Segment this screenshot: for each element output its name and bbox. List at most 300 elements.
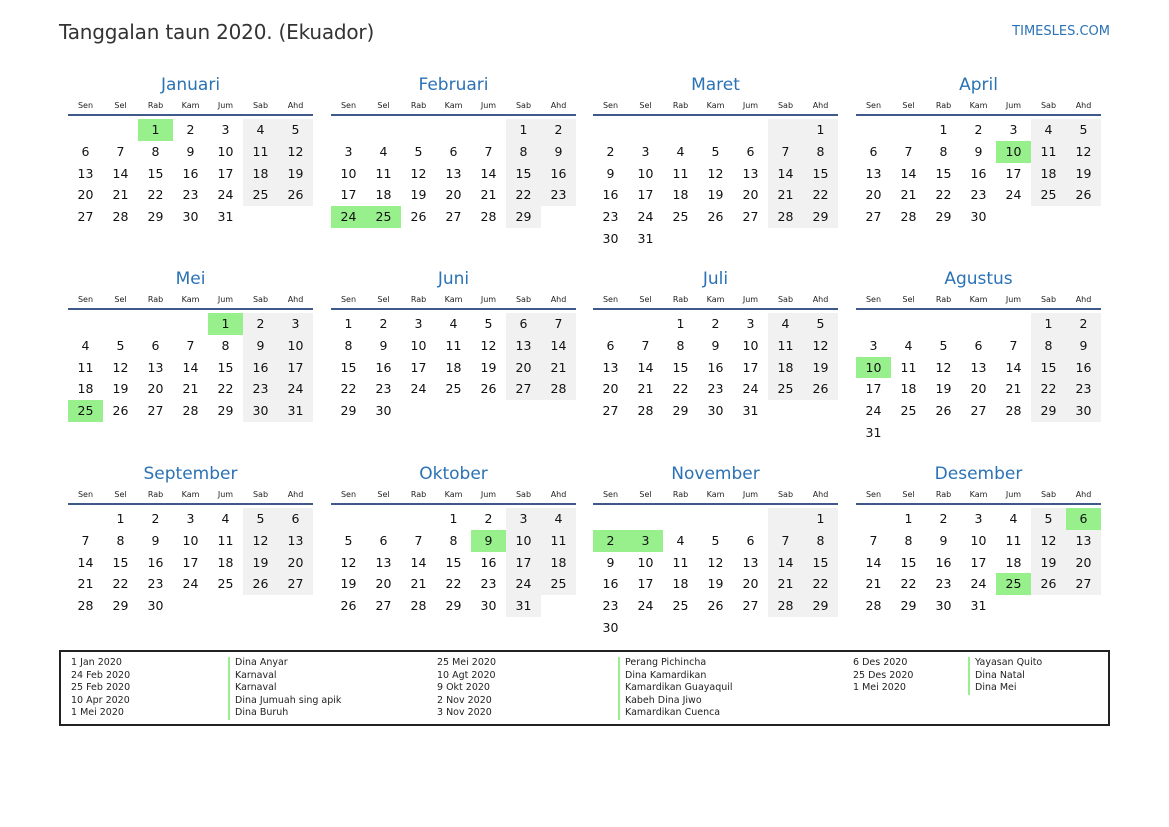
day-cell: 29 — [340, 403, 357, 419]
day-cell: 20 — [865, 187, 882, 203]
day-cell: 20 — [506, 357, 541, 379]
day-cell: 8 — [904, 532, 913, 548]
day-cell: 23 — [1066, 378, 1101, 400]
day-cell: 15 — [803, 552, 838, 574]
day-cell: 8 — [939, 143, 948, 159]
day-cell: 10 — [970, 532, 987, 548]
day-cell: 17 — [340, 187, 357, 203]
day-cell: 21 — [182, 381, 199, 397]
weekday-label: Sab — [777, 295, 794, 304]
day-cell: 12 — [278, 141, 313, 163]
holiday-day-cell: 10 — [996, 141, 1031, 163]
weekday-label: Rab — [147, 101, 164, 110]
month-name: September — [143, 464, 238, 484]
empty-cell — [698, 119, 733, 141]
day-cell: 29 — [935, 209, 952, 225]
empty-cell — [138, 313, 173, 335]
day-cell: 14 — [112, 165, 129, 181]
empty-cell — [663, 508, 698, 530]
month-november — [593, 462, 838, 639]
day-cell: 23 — [541, 184, 576, 206]
day-grid — [593, 508, 838, 639]
day-cell: 16 — [602, 187, 619, 203]
empty-cell — [68, 119, 103, 141]
empty-cell — [471, 119, 506, 141]
weekday-label: Sab — [1040, 101, 1057, 110]
day-cell: 4 — [676, 143, 685, 159]
day-cell: 12 — [935, 359, 952, 375]
day-cell: 2 — [151, 511, 160, 526]
day-cell: 23 — [147, 576, 164, 592]
day-cell: 10 — [637, 165, 654, 181]
holiday-day-cell: 2 — [593, 530, 628, 552]
day-cell: 13 — [742, 554, 759, 570]
legend-line: 25 Feb 2020 — [71, 682, 131, 694]
day-cell: 7 — [541, 313, 576, 335]
day-cell: 9 — [711, 337, 720, 353]
holiday-day-cell: 1 — [208, 313, 243, 335]
day-cell: 3 — [278, 313, 313, 335]
day-cell: 6 — [746, 532, 755, 548]
day-cell: 28 — [480, 209, 497, 225]
day-cell: 19 — [707, 187, 724, 203]
weekday-header — [593, 488, 838, 505]
day-cell: 30 — [480, 598, 497, 614]
legend-line: Dina Jumuah sing apik — [235, 694, 342, 706]
day-cell: 11 — [541, 530, 576, 552]
weekday-label: Ahd — [1075, 490, 1092, 499]
day-cell: 30 — [375, 403, 392, 419]
day-cell: 18 — [375, 187, 392, 203]
weekday-label: Kam — [181, 490, 200, 499]
day-cell: 18 — [1005, 554, 1022, 570]
day-cell: 8 — [449, 532, 458, 548]
empty-cell — [366, 508, 401, 530]
holiday-day-cell: 10 — [856, 357, 891, 379]
weekday-label: Rab — [410, 101, 427, 110]
day-cell: 10 — [217, 143, 234, 159]
day-cell: 2 — [243, 313, 278, 335]
month-februari — [331, 73, 576, 228]
month-desember — [856, 462, 1101, 617]
day-cell: 15 — [112, 554, 129, 570]
empty-cell — [891, 119, 926, 141]
day-cell: 16 — [935, 554, 952, 570]
day-cell: 13 — [77, 165, 94, 181]
weekday-label: Sen — [340, 295, 357, 304]
weekday-label: Sab — [252, 490, 269, 499]
day-cell: 6 — [869, 143, 878, 159]
day-cell: 30 — [243, 400, 278, 422]
weekday-label: Jum — [480, 295, 497, 304]
weekday-label: Sel — [377, 295, 390, 304]
weekday-label: Sen — [865, 295, 882, 304]
day-cell: 17 — [1005, 165, 1022, 181]
day-cell: 24 — [410, 381, 427, 397]
day-cell: 5 — [278, 119, 313, 141]
day-cell: 12 — [1066, 141, 1101, 163]
day-cell: 31 — [865, 424, 882, 440]
day-cell: 7 — [768, 530, 803, 552]
day-cell: 5 — [243, 508, 278, 530]
day-cell: 28 — [768, 595, 803, 617]
day-cell: 30 — [1066, 400, 1101, 422]
month-name: Maret — [691, 75, 740, 95]
day-cell: 14 — [768, 552, 803, 574]
day-cell: 18 — [541, 552, 576, 574]
weekday-label: Rab — [147, 295, 164, 304]
empty-cell — [366, 119, 401, 141]
legend-line: Dina Natal — [975, 669, 1025, 681]
day-cell: 8 — [151, 143, 160, 159]
day-cell: 26 — [112, 403, 129, 419]
day-cell: 16 — [243, 357, 278, 379]
day-cell: 31 — [506, 595, 541, 617]
day-cell: 24 — [865, 403, 882, 419]
empty-cell — [68, 313, 103, 335]
day-cell: 20 — [445, 187, 462, 203]
month-name: April — [959, 75, 998, 95]
day-cell: 7 — [869, 532, 878, 548]
weekday-label: Jum — [1005, 490, 1022, 499]
day-cell: 29 — [506, 206, 541, 228]
weekday-label: Kam — [444, 295, 463, 304]
legend-line: 24 Feb 2020 — [71, 669, 131, 681]
day-cell: 27 — [77, 209, 94, 225]
day-cell: 18 — [1031, 163, 1066, 185]
day-cell: 17 — [970, 554, 987, 570]
day-cell: 3 — [344, 143, 353, 159]
day-cell: 9 — [974, 143, 983, 159]
day-cell: 12 — [480, 337, 497, 353]
empty-cell — [173, 313, 208, 335]
day-cell: 1 — [939, 122, 948, 137]
day-cell: 21 — [865, 576, 882, 592]
day-cell: 3 — [221, 122, 230, 137]
month-name: Agustus — [944, 269, 1013, 289]
legend-line: 10 Apr 2020 — [71, 694, 130, 706]
day-cell: 17 — [865, 381, 882, 397]
weekday-label: Rab — [410, 490, 427, 499]
day-cell: 12 — [1031, 530, 1066, 552]
legend-line: Dina Buruh — [235, 707, 289, 719]
day-cell: 11 — [1031, 141, 1066, 163]
day-cell: 28 — [182, 403, 199, 419]
day-cell: 3 — [974, 511, 983, 526]
day-cell: 2 — [484, 511, 493, 526]
weekday-label: Rab — [147, 490, 164, 499]
weekday-label: Jum — [1005, 101, 1022, 110]
day-cell: 13 — [1066, 530, 1101, 552]
day-cell: 10 — [637, 554, 654, 570]
day-cell: 20 — [147, 381, 164, 397]
legend-names-col-2 — [618, 657, 733, 720]
day-cell: 24 — [217, 187, 234, 203]
day-cell: 20 — [1066, 552, 1101, 574]
day-cell: 25 — [672, 598, 689, 614]
day-cell: 9 — [541, 141, 576, 163]
weekday-label: Ahd — [550, 101, 567, 110]
empty-cell — [996, 313, 1031, 335]
day-cell: 30 — [970, 209, 987, 225]
day-cell: 7 — [484, 143, 493, 159]
day-cell: 26 — [340, 598, 357, 614]
day-cell: 19 — [707, 576, 724, 592]
day-cell: 23 — [970, 187, 987, 203]
day-cell: 20 — [375, 576, 392, 592]
day-cell: 12 — [707, 165, 724, 181]
legend-dates-col-2 — [437, 657, 496, 720]
day-cell: 7 — [414, 532, 423, 548]
day-cell: 1 — [803, 119, 838, 141]
day-cell: 2 — [974, 122, 983, 137]
day-cell: 15 — [935, 165, 952, 181]
empty-cell — [733, 508, 768, 530]
day-cell: 8 — [676, 337, 685, 353]
day-cell: 10 — [410, 337, 427, 353]
day-cell: 2 — [939, 511, 948, 526]
page-title: Tanggalan taun 2020. (Ekuador) — [59, 20, 375, 44]
weekday-label: Sel — [377, 490, 390, 499]
empty-cell — [628, 119, 663, 141]
day-cell: 4 — [449, 316, 458, 331]
legend-line: Karnaval — [235, 682, 277, 694]
empty-cell — [628, 313, 663, 335]
day-cell: 30 — [602, 619, 619, 635]
day-cell: 2 — [606, 143, 615, 159]
empty-cell — [891, 313, 926, 335]
empty-cell — [103, 119, 138, 141]
day-cell: 22 — [1031, 378, 1066, 400]
day-cell: 26 — [707, 209, 724, 225]
month-mei — [68, 267, 313, 422]
site-link[interactable]: TIMESLES.COM — [1012, 24, 1110, 39]
month-april — [856, 73, 1101, 228]
day-cell: 25 — [672, 209, 689, 225]
month-name: Desember — [934, 464, 1023, 484]
day-cell: 6 — [506, 313, 541, 335]
legend-line: Karnaval — [235, 669, 277, 681]
weekday-label: Rab — [935, 490, 952, 499]
day-cell: 4 — [243, 119, 278, 141]
weekday-label: Ahd — [1075, 101, 1092, 110]
day-cell: 6 — [606, 337, 615, 353]
day-cell: 25 — [768, 378, 803, 400]
day-cell: 30 — [707, 403, 724, 419]
empty-cell — [436, 119, 471, 141]
day-cell: 23 — [243, 378, 278, 400]
month-agustus — [856, 267, 1101, 444]
day-cell: 20 — [970, 381, 987, 397]
day-cell: 12 — [112, 359, 129, 375]
day-cell: 22 — [445, 576, 462, 592]
month-januari — [68, 73, 313, 228]
day-cell: 5 — [116, 337, 125, 353]
day-cell: 9 — [1066, 335, 1101, 357]
legend-line: Kamardikan Guayaquil — [625, 682, 733, 694]
day-cell: 22 — [217, 381, 234, 397]
weekday-label: Rab — [410, 295, 427, 304]
day-cell: 8 — [221, 337, 230, 353]
day-cell: 29 — [112, 598, 129, 614]
empty-cell — [628, 508, 663, 530]
weekday-label: Ahd — [287, 295, 304, 304]
empty-cell — [733, 119, 768, 141]
day-cell: 1 — [506, 119, 541, 141]
day-cell: 14 — [480, 165, 497, 181]
day-cell: 10 — [182, 532, 199, 548]
weekday-label: Kam — [969, 101, 988, 110]
legend-dates-col-1 — [71, 657, 130, 720]
weekday-label: Jum — [742, 490, 759, 499]
day-grid — [331, 313, 576, 422]
weekday-label: Kam — [706, 101, 725, 110]
day-cell: 19 — [480, 359, 497, 375]
day-cell: 27 — [445, 209, 462, 225]
day-cell: 13 — [865, 165, 882, 181]
weekday-label: Sen — [340, 490, 357, 499]
weekday-header — [68, 488, 313, 505]
day-cell: 8 — [116, 532, 125, 548]
day-cell: 4 — [904, 337, 913, 353]
day-cell: 6 — [278, 508, 313, 530]
weekday-label: Sen — [865, 490, 882, 499]
day-cell: 31 — [217, 209, 234, 225]
day-cell: 30 — [602, 230, 619, 246]
day-cell: 7 — [81, 532, 90, 548]
weekday-label: Ahd — [812, 295, 829, 304]
day-grid — [68, 119, 313, 228]
weekday-header — [68, 99, 313, 116]
day-cell: 12 — [410, 165, 427, 181]
day-cell: 1 — [449, 511, 458, 526]
month-name: November — [671, 464, 760, 484]
day-cell: 10 — [278, 335, 313, 357]
month-name: Mei — [175, 269, 206, 289]
day-cell: 6 — [151, 337, 160, 353]
day-cell: 21 — [1005, 381, 1022, 397]
day-cell: 31 — [742, 403, 759, 419]
day-grid — [331, 119, 576, 228]
day-cell: 28 — [1005, 403, 1022, 419]
day-cell: 14 — [637, 359, 654, 375]
weekday-label: Kam — [444, 490, 463, 499]
day-cell: 9 — [243, 335, 278, 357]
day-cell: 3 — [186, 511, 195, 526]
legend-line: 1 Jan 2020 — [71, 657, 122, 668]
weekday-label: Jum — [1005, 295, 1022, 304]
day-cell: 5 — [803, 313, 838, 335]
empty-cell — [856, 508, 891, 530]
weekday-label: Sen — [602, 295, 619, 304]
holiday-day-cell: 1 — [138, 119, 173, 141]
legend-names-col-3 — [968, 657, 1042, 695]
weekday-label: Sen — [77, 295, 94, 304]
day-cell: 28 — [865, 598, 882, 614]
day-cell: 17 — [637, 576, 654, 592]
legend-line: Dina Mei — [975, 682, 1017, 694]
weekday-label: Sel — [902, 101, 915, 110]
day-cell: 4 — [379, 143, 388, 159]
empty-cell — [331, 119, 366, 141]
day-cell: 22 — [672, 381, 689, 397]
day-cell: 25 — [541, 573, 576, 595]
day-cell: 1 — [116, 511, 125, 526]
month-name: Februari — [418, 75, 489, 95]
day-cell: 25 — [445, 381, 462, 397]
day-cell: 28 — [112, 209, 129, 225]
day-cell: 27 — [375, 598, 392, 614]
month-oktober — [331, 462, 576, 617]
day-cell: 17 — [506, 552, 541, 574]
day-cell: 13 — [506, 335, 541, 357]
legend-line: 1 Mei 2020 — [853, 682, 906, 694]
day-cell: 2 — [1066, 313, 1101, 335]
empty-cell — [768, 119, 803, 141]
weekday-label: Kam — [969, 490, 988, 499]
day-cell: 18 — [445, 359, 462, 375]
day-cell: 13 — [602, 359, 619, 375]
weekday-label: Sel — [902, 295, 915, 304]
legend-line: Kamardikan Cuenca — [625, 707, 721, 719]
day-cell: 14 — [182, 359, 199, 375]
day-cell: 28 — [637, 403, 654, 419]
day-cell: 27 — [1066, 573, 1101, 595]
day-cell: 5 — [711, 532, 720, 548]
day-cell: 9 — [186, 143, 195, 159]
day-cell: 1 — [676, 316, 685, 331]
day-cell: 19 — [243, 552, 278, 574]
weekday-label: Jum — [217, 295, 234, 304]
day-cell: 26 — [803, 378, 838, 400]
legend-line: 6 Des 2020 — [853, 657, 908, 668]
weekday-label: Sel — [639, 490, 652, 499]
day-cell: 8 — [803, 141, 838, 163]
weekday-label: Sab — [777, 490, 794, 499]
day-cell: 29 — [445, 598, 462, 614]
day-cell: 7 — [904, 143, 913, 159]
day-cell: 28 — [410, 598, 427, 614]
weekday-label: Rab — [672, 490, 689, 499]
day-cell: 19 — [935, 381, 952, 397]
weekday-label: Kam — [706, 490, 725, 499]
weekday-label: Rab — [672, 101, 689, 110]
weekday-label: Kam — [181, 101, 200, 110]
day-cell: 21 — [768, 573, 803, 595]
holiday-day-cell: 9 — [471, 530, 506, 552]
day-cell: 19 — [803, 357, 838, 379]
day-cell: 15 — [506, 163, 541, 185]
day-cell: 14 — [410, 554, 427, 570]
day-cell: 5 — [1066, 119, 1101, 141]
day-cell: 5 — [1031, 508, 1066, 530]
day-cell: 15 — [217, 359, 234, 375]
day-cell: 21 — [768, 184, 803, 206]
day-cell: 29 — [900, 598, 917, 614]
day-cell: 11 — [672, 165, 689, 181]
day-cell: 4 — [768, 313, 803, 335]
day-cell: 9 — [939, 532, 948, 548]
weekday-label: Sab — [252, 295, 269, 304]
day-cell: 18 — [900, 381, 917, 397]
day-cell: 14 — [865, 554, 882, 570]
day-cell: 29 — [1031, 400, 1066, 422]
day-cell: 23 — [375, 381, 392, 397]
day-cell: 2 — [186, 122, 195, 137]
weekday-label: Ahd — [550, 490, 567, 499]
day-cell: 5 — [711, 143, 720, 159]
day-cell: 26 — [1066, 184, 1101, 206]
